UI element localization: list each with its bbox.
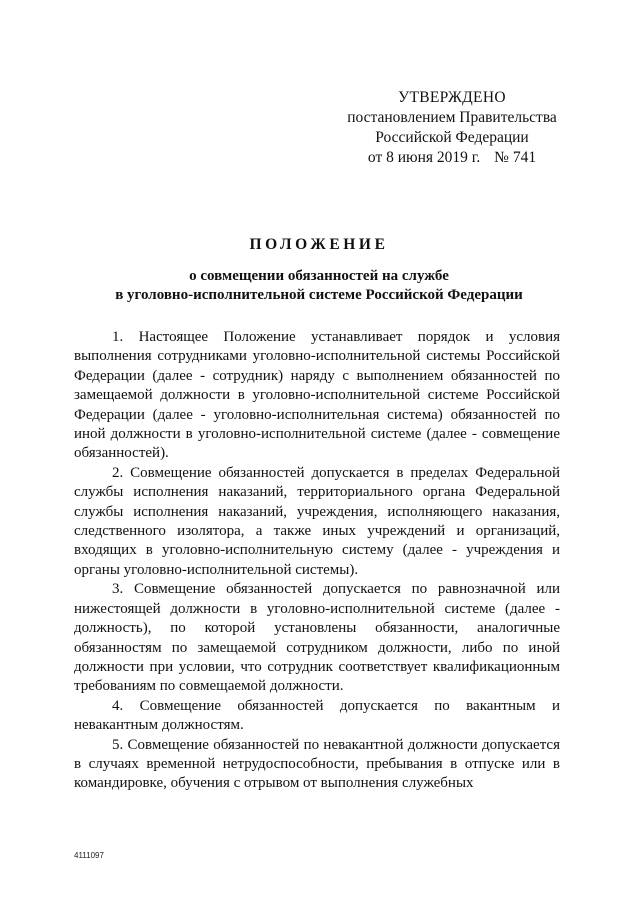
paragraph-2: 2. Совмещение обязанностей допускается в пределах Федеральной службы исполнения наказаний, территориального органа Федеральной службы исполнения наказаний, учреждения, исполняющего наказания, следственного изолятора, а также иных учреждений и организаций, входящих в уголовно-исполнительную систему (далее - учреждения и органы уголовно-исполнительной системы).	[74, 464, 560, 578]
paragraph-5: 5. Совмещение обязанностей по невакантной должности допускается в случаях временной нетрудоспособности, пребывания в отпуске или в командировке, обучения с отрывом от выполнения служебных	[74, 736, 560, 792]
document-body	[74, 328, 560, 794]
approved-label: УТВЕРЖДЕНО	[398, 89, 506, 106]
document-title: ПОЛОЖЕНИЕ	[249, 236, 389, 253]
paragraph-1: 1. Настоящее Положение устанавливает порядок и условия выполнения сотрудниками уголовно-исполнительной системы Российской Федерации (далее - сотрудник) наряду с выполнением обязанностей по замещаемой должности в уголовно-исполнительной системе Российской Федерации (далее - уголовно-исполнительная система) обязанностей по иной должности в уголовно-исполнительной системе (далее - совмещение обязанностей).	[74, 329, 560, 462]
approval-line-1: постановлением Правительства	[347, 109, 557, 126]
document-subtitle-line-2: в уголовно-исполнительной системе Российской Федерации	[115, 287, 523, 303]
document-title-block	[74, 235, 564, 305]
approval-line-2: Российской Федерации	[375, 129, 529, 146]
document-subtitle-line-1: о совмещении обязанностей на службе	[189, 268, 449, 284]
footer-document-code: 4111097	[74, 851, 104, 860]
approval-stamp	[330, 88, 574, 168]
paragraph-4: 4. Совмещение обязанностей допускается по вакантным и невакантным должностям.	[74, 697, 560, 734]
approval-number: 741	[512, 149, 537, 166]
paragraph-3: 3. Совмещение обязанностей допускается по равнозначной или нижестоящей должности в уголовно-исполнительной системе (далее - должность), по которой установлены обязанности, аналогичные обязанностям по замещаемой сотрудником должности, либо по иной должности при условии, что сотрудник соответствует квалификационным требованиям по совмещаемой должности.	[74, 581, 560, 695]
approval-date-line	[330, 148, 574, 168]
approval-date: от 8 июня 2019 г.	[367, 149, 481, 166]
approval-number-sign: №	[494, 149, 509, 166]
